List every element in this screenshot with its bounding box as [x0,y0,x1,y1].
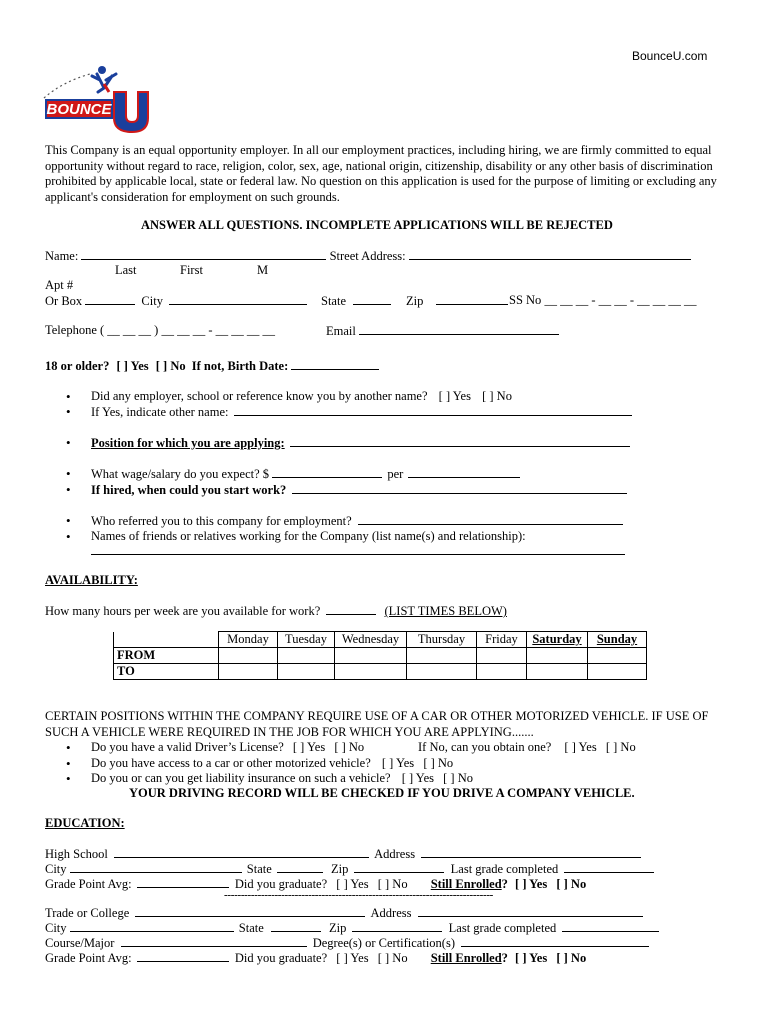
trade-enrolled-label: Still Enrolled [430,951,502,965]
table-row [114,648,647,664]
hs-last-grade-label: Last grade completed [450,862,559,876]
position-row [91,435,630,451]
state-field[interactable] [353,293,391,305]
bullet: • [66,756,71,771]
trade-last-grade-label: Last grade completed [448,921,557,935]
course-label: Course/Major [45,936,115,950]
hs-address-label: Address [374,847,416,861]
friends-row [91,543,625,559]
hs-enrolled-yes-checkbox[interactable]: [ ] Yes [515,877,548,891]
vehicle-notice: CERTAIN POSITIONS WITHIN THE COMPANY REQUIRE USE OF A CAR OR OTHER MOTORIZED VEHICLE. IF USE OF SUCH A VEHICLE WERE REQUIRED IN THE JOB FOR WHICH YOU ARE APPLYING....... [45,709,709,739]
license-no-checkbox[interactable]: [ ] No [334,740,365,754]
section-divider: -------------------------------------------------------------------------------- [224,889,494,901]
access-no-checkbox[interactable]: [ ] No [423,756,454,770]
hs-gpa-label: Grade Point Avg: [45,877,132,891]
zip-label: Zip [406,294,424,308]
time-cell[interactable] [407,648,477,664]
zip-group [406,293,508,309]
time-cell[interactable] [278,648,335,664]
time-cell[interactable] [588,648,647,664]
ssn-group [509,293,697,308]
day-header: Wednesday [335,632,407,648]
street-address-field[interactable] [409,248,691,260]
course-row [45,935,649,951]
hs-graduate-no-checkbox[interactable]: [ ] No [377,877,408,891]
license-yes-checkbox[interactable]: [ ] Yes [292,740,326,754]
license-question: Do you have a valid Driver’s License? [91,740,284,754]
bullet: • [66,466,71,481]
availability-table [113,631,647,680]
other-name-row [91,404,632,420]
insurance-yes-checkbox[interactable]: [ ] Yes [401,771,434,785]
email-field[interactable] [359,323,559,335]
trade-graduate-yes-checkbox[interactable]: [ ] Yes [336,951,369,965]
trade-label: Trade or College [45,906,130,920]
hs-enrolled-label: Still Enrolled [430,877,502,891]
wage-label: What wage/salary do you expect? $ [91,467,270,481]
hs-enrolled-no-checkbox[interactable]: [ ] No [556,877,587,891]
wage-row [91,466,520,482]
trade-last-grade-field[interactable] [562,920,659,932]
bullet: • [66,771,71,786]
trade-address-label: Address [370,906,412,920]
trade-gpa-label: Grade Point Avg: [45,951,132,965]
hs-address-field[interactable] [421,846,641,858]
trade-graduate-no-checkbox[interactable]: [ ] No [377,951,408,965]
or-box-label: Or Box [45,294,83,308]
other-name-no-checkbox[interactable]: [ ] No [482,389,512,403]
referred-label: Who referred you to this company for employment? [91,514,352,528]
access-question: Do you have access to a car or other motorized vehicle? [91,756,371,770]
bullet: • [66,529,71,544]
time-cell[interactable] [278,664,335,680]
trade-state-field[interactable] [271,920,321,932]
wage-field[interactable] [272,466,382,478]
time-cell[interactable] [477,664,527,680]
age-no-checkbox[interactable]: [ ] No [155,359,186,373]
trade-enrolled-group [431,951,508,965]
trade-city-field[interactable] [70,920,234,932]
high-school-label: High School [45,847,108,861]
name-field[interactable] [81,248,326,260]
insurance-row [91,771,473,786]
driving-record-notice: YOUR DRIVING RECORD WILL BE CHECKED IF YOU DRIVE A COMPANY VEHICLE. [129,786,635,800]
obtain-yes-checkbox[interactable]: [ ] Yes [564,740,597,754]
hs-state-field[interactable] [277,861,323,873]
hs-graduate-yes-checkbox[interactable]: [ ] Yes [336,877,369,891]
friends-field[interactable] [91,543,625,555]
hs-last-grade-field[interactable] [564,861,654,873]
trade-city-row [45,920,659,936]
access-row [91,756,453,771]
trade-state-label: State [238,921,264,935]
trade-zip-field[interactable] [352,920,442,932]
ssn-field[interactable]: __ __ __ - __ __ - __ __ __ __ [544,293,697,307]
state-group [321,293,391,309]
email-label: Email [326,324,356,338]
time-cell[interactable] [219,664,278,680]
row-label: TO [114,664,219,680]
course-field[interactable] [121,935,307,947]
hs-city-label: City [45,862,67,876]
hs-enrolled-qmark: ? [501,877,508,891]
access-yes-checkbox[interactable]: [ ] Yes [381,756,415,770]
hours-label: How many hours per week are you available for work? [45,604,321,618]
age-question: 18 or older? [45,359,110,373]
table-header-row [114,632,647,648]
start-label: If hired, when could you start work? [91,483,287,497]
high-school-row [45,846,641,862]
time-cell[interactable] [219,648,278,664]
insurance-question: Do you or can you get liability insurance on such a vehicle? [91,771,391,785]
street-address-label: Street Address: [329,249,406,263]
start-field[interactable] [292,482,627,494]
other-name-question: Did any employer, school or reference know you by another name? [91,389,428,403]
trade-gpa-field[interactable] [137,950,229,962]
hs-state-label: State [246,862,272,876]
trade-zip-label: Zip [329,921,347,935]
table-row [114,664,647,680]
hs-gpa-field[interactable] [137,876,229,888]
first-caption: First [180,263,203,277]
hs-city-field[interactable] [70,861,242,873]
trade-address-field[interactable] [418,905,643,917]
day-header: Monday [219,632,278,648]
high-school-field[interactable] [114,846,369,858]
middle-caption: M [257,263,269,277]
time-cell[interactable] [407,664,477,680]
state-label: State [321,294,346,308]
trade-enrolled-yes-checkbox[interactable]: [ ] Yes [515,951,548,965]
referred-field[interactable] [358,513,623,525]
obtain-row [418,740,636,755]
ssn-label: SS No [509,293,542,307]
bounceu-logo [42,62,150,134]
age-yes-checkbox[interactable]: [ ] Yes [116,359,149,373]
time-cell[interactable] [527,648,588,664]
zip-field[interactable] [436,293,508,305]
hs-city-row [45,861,654,877]
last-caption: Last [115,263,137,277]
bullet: • [66,482,71,497]
other-name-field[interactable] [234,404,632,416]
referred-row [91,513,623,529]
other-name-yes-checkbox[interactable]: [ ] Yes [438,389,471,403]
obtain-no-checkbox[interactable]: [ ] No [605,740,636,754]
insurance-no-checkbox[interactable]: [ ] No [443,771,473,785]
day-header: Sunday [588,632,647,648]
svg-text:BOUNCE: BOUNCE [46,101,112,118]
day-header: Tuesday [278,632,335,648]
other-name-question-row [91,389,512,404]
hours-row [45,603,507,619]
trade-enrolled-qmark: ? [501,951,508,965]
trade-row [45,905,643,921]
time-cell[interactable] [335,648,407,664]
city-label: City [141,294,163,308]
name-row [45,248,691,264]
hs-zip-label: Zip [331,862,349,876]
bullet: • [66,389,71,404]
row-label: FROM [114,648,219,664]
table-corner-cell [114,632,219,648]
eeo-statement: This Company is an equal opportunity employer. In all our employment practices, including hiring, we are firmly committed to equal opportunity without regard to race, religion, color, sex, age, national origin, citizenship, disability or any other basis of discrimination prohibited by applicable local, state or federal law. No question on this application is used for the purpose of limiting or excluding any applicant's consideration for employment on such grounds. [45,143,717,204]
box-field[interactable] [85,293,135,305]
bullet: • [66,404,71,419]
time-cell[interactable] [527,664,588,680]
time-cell[interactable] [588,664,647,680]
degree-field[interactable] [461,935,649,947]
other-name-label: If Yes, indicate other name: [91,405,229,419]
wage-period-field[interactable] [408,466,520,478]
city-row [45,293,307,309]
trade-enrolled-no-checkbox[interactable]: [ ] No [556,951,587,965]
site-url: BounceU.com [632,49,708,63]
per-label: per [387,467,404,481]
obtain-question: If No, can you obtain one? [418,740,552,754]
trade-field[interactable] [135,905,365,917]
email-group [326,323,559,339]
time-cell[interactable] [335,664,407,680]
position-label: Position for which you are applying: [91,436,285,450]
telephone-field[interactable]: ( __ __ __ ) __ __ __ - __ __ __ __ [100,323,276,337]
hours-field[interactable] [326,603,376,615]
position-field[interactable] [290,435,630,447]
bullet: • [66,740,71,755]
hs-graduate-label: Did you graduate? [234,877,328,891]
trade-graduate-label: Did you graduate? [234,951,328,965]
trade-gpa-row [45,950,586,966]
birth-date-label: If not, Birth Date: [191,359,289,373]
availability-heading: AVAILABILITY: [45,573,138,587]
degree-label: Degree(s) or Certification(s) [312,936,455,950]
telephone-label: Telephone [45,323,97,337]
friends-label: Names of friends or relatives working for the Company (list name(s) and relationship): [91,529,526,543]
bullet: • [66,513,71,528]
bullet: • [66,435,71,450]
apt-label: Apt # [45,278,74,292]
education-heading: EDUCATION: [45,816,125,830]
start-row [91,482,627,498]
day-header: Thursday [407,632,477,648]
city-field[interactable] [169,293,307,305]
list-times-note: (LIST TIMES BELOW) [384,604,507,618]
day-header: Friday [477,632,527,648]
instruction-heading: ANSWER ALL QUESTIONS. INCOMPLETE APPLICATIONS WILL BE REJECTED [141,218,613,232]
day-header: Saturday [527,632,588,648]
age-row [45,358,379,374]
license-row [91,740,364,755]
time-cell[interactable] [477,648,527,664]
telephone-group [45,323,275,338]
birth-date-field[interactable] [291,358,379,370]
trade-city-label: City [45,921,67,935]
name-label: Name: [45,249,79,263]
hs-zip-field[interactable] [354,861,444,873]
